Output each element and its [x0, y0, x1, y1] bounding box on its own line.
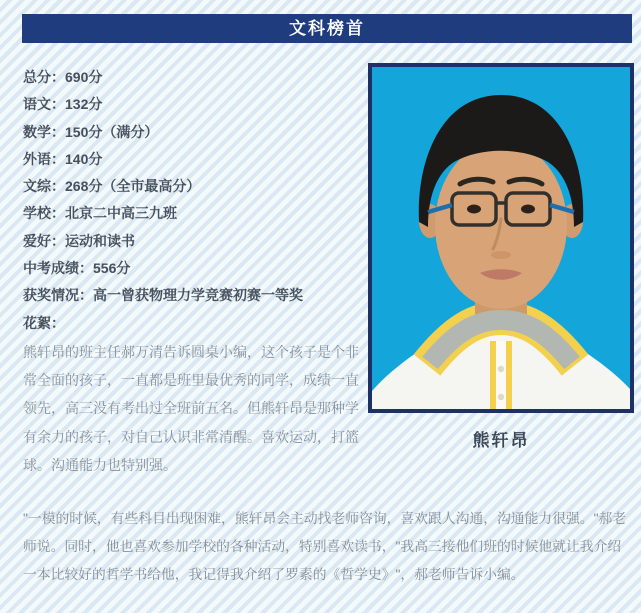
stat-row-zhongkao-score: 中考成绩：556分 — [23, 260, 131, 277]
bio-line: 常全面的孩子，一直都是班里最优秀的同学，成绩一直 — [23, 372, 359, 389]
stat-row-chinese: 语文：132分 — [23, 96, 103, 113]
stats-list — [23, 64, 368, 337]
header-bar — [22, 14, 632, 43]
bio-paragraph — [23, 338, 375, 479]
stat-row-liberal-arts: 文综：268分（全市最高分） — [23, 178, 201, 195]
student-photo — [372, 67, 630, 409]
stat-row-tidbits-label: 花絮： — [23, 314, 65, 331]
photo-caption: 熊轩昂 — [472, 431, 530, 450]
quote-line: 一本比较好的哲学书给他，我记得我介绍了罗素的《哲学史》"，郝老师告诉小编。 — [23, 567, 525, 583]
stat-row-math: 数学：150分（满分） — [23, 123, 159, 140]
quote-paragraph — [23, 505, 635, 590]
bio-line: 熊轩昂的班主任郝万清告诉圆桌小编，这个孩子是个非 — [23, 344, 359, 360]
photo-frame — [368, 63, 634, 413]
quote-line: "一模的时候，有些科目出现困难，熊轩昂会主动找老师咨询，喜欢跟人沟通，沟通能力很强。"郝老 — [23, 511, 627, 526]
stat-row-awards: 获奖情况：高一曾获物理力学竞赛初赛一等奖 — [23, 287, 303, 304]
stat-row-school: 学校：北京二中高三九班 — [23, 205, 177, 222]
stat-row-foreign-language: 外语：140分 — [23, 150, 103, 167]
page-title: 文科榜首 — [289, 19, 365, 38]
stat-row-hobby: 爱好：运动和读书 — [23, 232, 135, 249]
bio-line: 有余力的孩子，对自己认识非常清醒。喜欢运动，打篮 — [23, 428, 359, 445]
bio-line: 球。沟通能力也特别强。 — [23, 456, 177, 473]
quote-line: 师说。同时，他也喜欢参加学校的各种活动，特别喜欢读书，"我高三接他们班的时候他就让我介绍 — [23, 539, 622, 555]
bio-line: 领先，高三没有考出过全班前五名。但熊轩昂是那种学 — [23, 400, 359, 417]
stat-row-total-score: 总分：690分 — [23, 69, 103, 85]
